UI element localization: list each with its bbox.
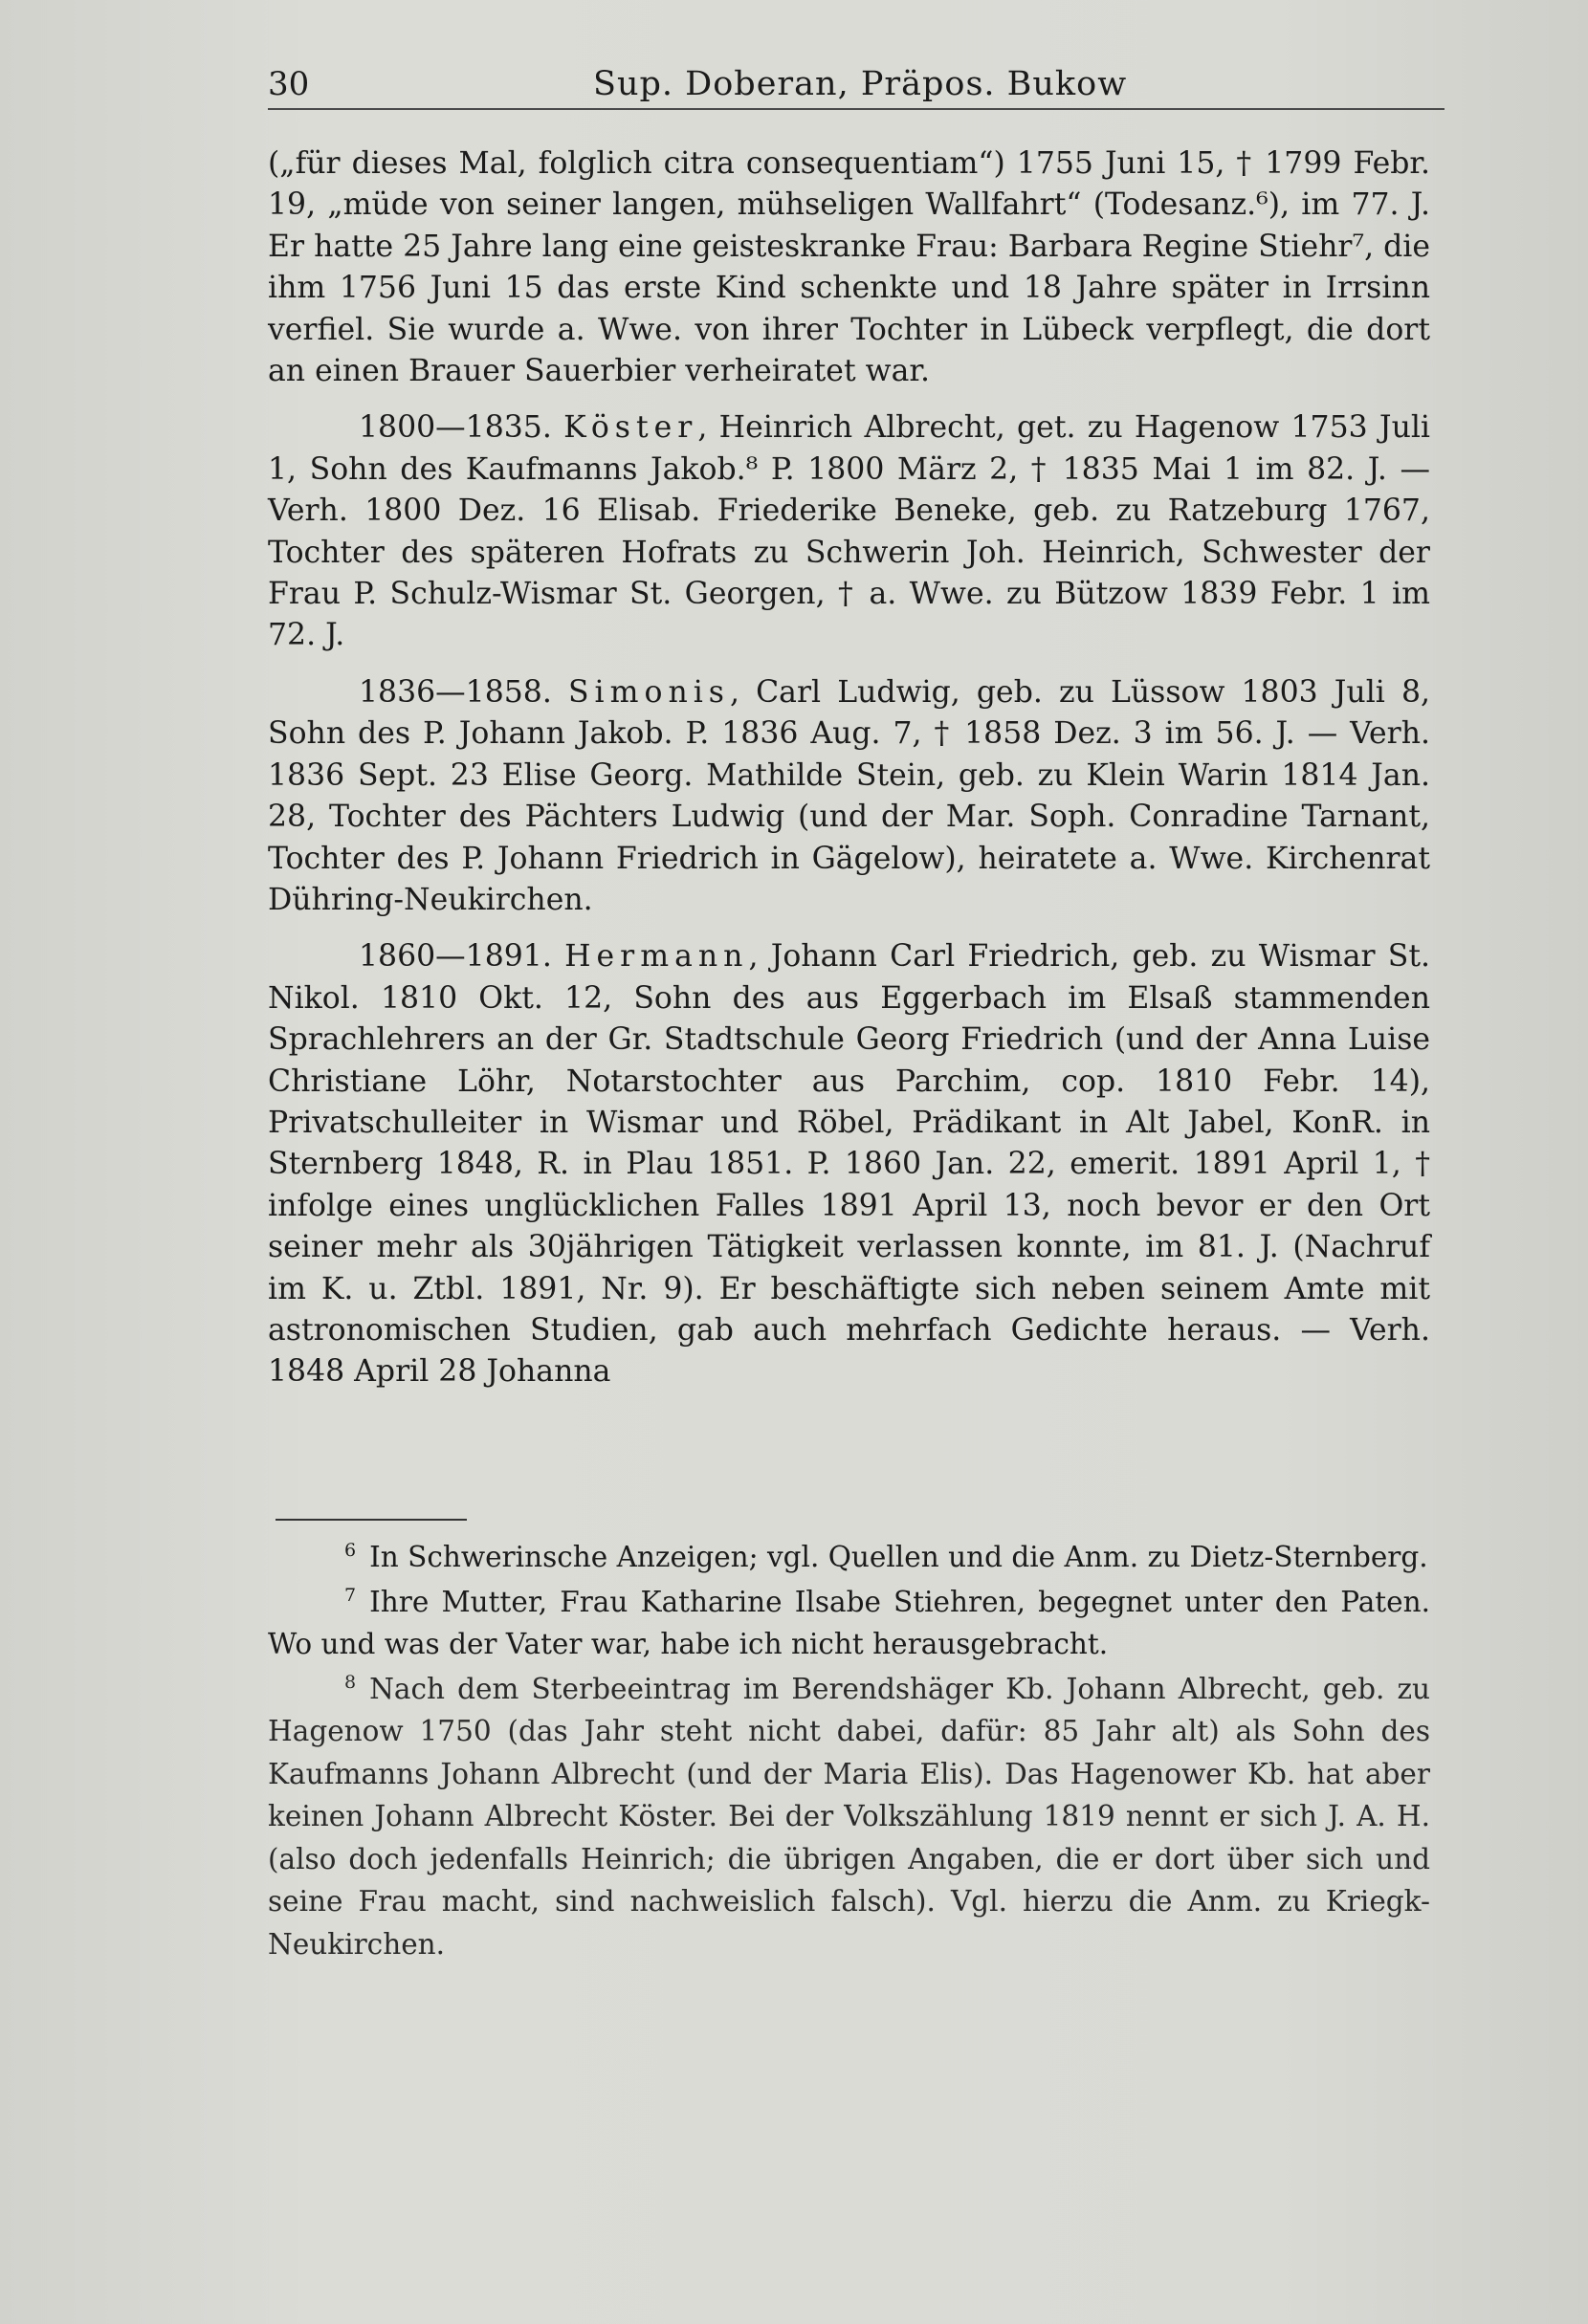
footnote-number: 7	[344, 1584, 357, 1606]
paragraph-continuation: („für dieses Mal, folglich citra consequentiam“) 1755 Juni 15, † 1799 Febr. 19, „müde von seiner langen, mühseligen Wallfahrt“ (Todesanz.⁶), im 77. J. Er hatte 25 Jahre lang eine geisteskranke Frau: Barbara Regine Stiehr⁷, die ihm 1756 Juni 15 das erste Kind schenkte und 18 Jahre später in Irrsinn verfiel. Sie wurde a. Wwe. von ihrer Tochter in Lübeck verpflegt, die dort an einen Brauer Sauerbier verheiratet war.	[268, 146, 1430, 389]
footnote-text: In Schwerinsche Anzeigen; vgl. Quellen und die Anm. zu Dietz-Sternberg.	[369, 1541, 1428, 1573]
entry-text: , Carl Ludwig, geb. zu Lüssow 1803 Juli 8, Sohn des P. Johann Jakob. P. 1836 Aug. 7, † 1858 Dez. 3 im 56. J. — Verh. 1836 Sept. 23 Elise Georg. Mathilde Stein, geb. zu Klein Warin 1814 Jan. 28, Tochter des Pächters Ludwig (und der Mar. Soph. Conradine Tarnant, Tochter des P. Johann Friedrich in Gägelow), heiratete a. Wwe. Kirchenrat Dühring-Neukirchen.	[268, 674, 1431, 917]
entry-name: Hermann	[564, 939, 749, 975]
entry-text: , Heinrich Albrecht, get. zu Hagenow 1753 Juli 1, Sohn des Kaufmanns Jakob.⁸ P. 1800 März 2, † 1835 Mai 1 im 82. J. — Verh. 1800 Dez. 16 Elisab. Friederike Beneke, geb. zu Ratzeburg 1767, Tochter des späteren Hofrats zu Schwerin Joh. Heinrich, Schwester der Frau P. Schulz-Wismar St. Georgen, † a. Wwe. zu Bützow 1839 Febr. 1 im 72. J.	[268, 410, 1431, 653]
entry-years: 1860—1891.	[359, 939, 552, 975]
footnote-number: 6	[344, 1540, 357, 1562]
pastor-entry-hermann	[268, 936, 1430, 1392]
footnote	[268, 1581, 1430, 1666]
footnote	[268, 1668, 1430, 1966]
entry-name: Simonis	[567, 674, 730, 710]
footnote-number: 8	[344, 1671, 357, 1693]
footnote-text: Nach dem Sterbeeintrag im Berendshäger Kb. Johann Albrecht, geb. zu Hagenow 1750 (das Jahr steht nicht dabei, dafür: 85 Jahr alt) als Sohn des Kaufmanns Johann Albrecht (und der Maria Elis). Das Hagenower Kb. hat aber keinen Johann Albrecht Köster. Bei der Volkszählung 1819 nennt er sich J. A. H. (also doch jedenfalls Heinrich; die übrigen Angaben, die er dort über sich und seine Frau macht, sind nachweislich falsch). Vgl. hierzu die Anm. zu Kriegk-Neukirchen.	[268, 1672, 1430, 1961]
pastor-entry-koester	[268, 407, 1430, 656]
page-header	[268, 59, 1445, 109]
page-number: 30	[268, 65, 310, 103]
pastor-entry-simonis	[268, 672, 1430, 921]
main-text	[268, 143, 1430, 1409]
entry-years: 1836—1858.	[359, 674, 552, 710]
footnote-rule	[276, 1519, 467, 1521]
entry-text: , Johann Carl Friedrich, geb. zu Wismar St. Nikol. 1810 Okt. 12, Sohn des aus Eggerbach im Elsaß stammenden Sprachlehrers an der Gr. Stadtschule Georg Friedrich (und der Anna Luise Christiane Löhr, Notarstochter aus Parchim, cop. 1810 Febr. 14), Privatschulleiter in Wismar und Röbel, Prädikant in Alt Jabel, KonR. in Sternberg 1848, R. in Plau 1851. P. 1860 Jan. 22, emerit. 1891 April 1, † infolge eines unglücklichen Falles 1891 April 13, noch bevor er den Ort seiner mehr als 30jährigen Tätigkeit verlassen konnte, im 81. J. (Nachruf im K. u. Ztbl. 1891, Nr. 9). Er beschäftigte sich neben seinem Amte mit astronomischen Studien, gab auch mehrfach Gedichte heraus. — Verh. 1848 April 28 Johanna	[268, 939, 1430, 1390]
running-title: Sup. Doberan, Präpos. Bukow	[593, 65, 1128, 103]
footnote-text: Ihre Mutter, Frau Katharine Ilsabe Stiehren, begegnet unter den Paten. Wo und was der Vater war, habe ich nicht herausgebracht.	[268, 1585, 1430, 1660]
header-rule	[268, 108, 1445, 110]
footnote	[268, 1536, 1430, 1579]
entry-name: Köster	[563, 410, 698, 446]
entry-years: 1800—1835.	[359, 410, 552, 446]
footnotes	[268, 1536, 1430, 1965]
